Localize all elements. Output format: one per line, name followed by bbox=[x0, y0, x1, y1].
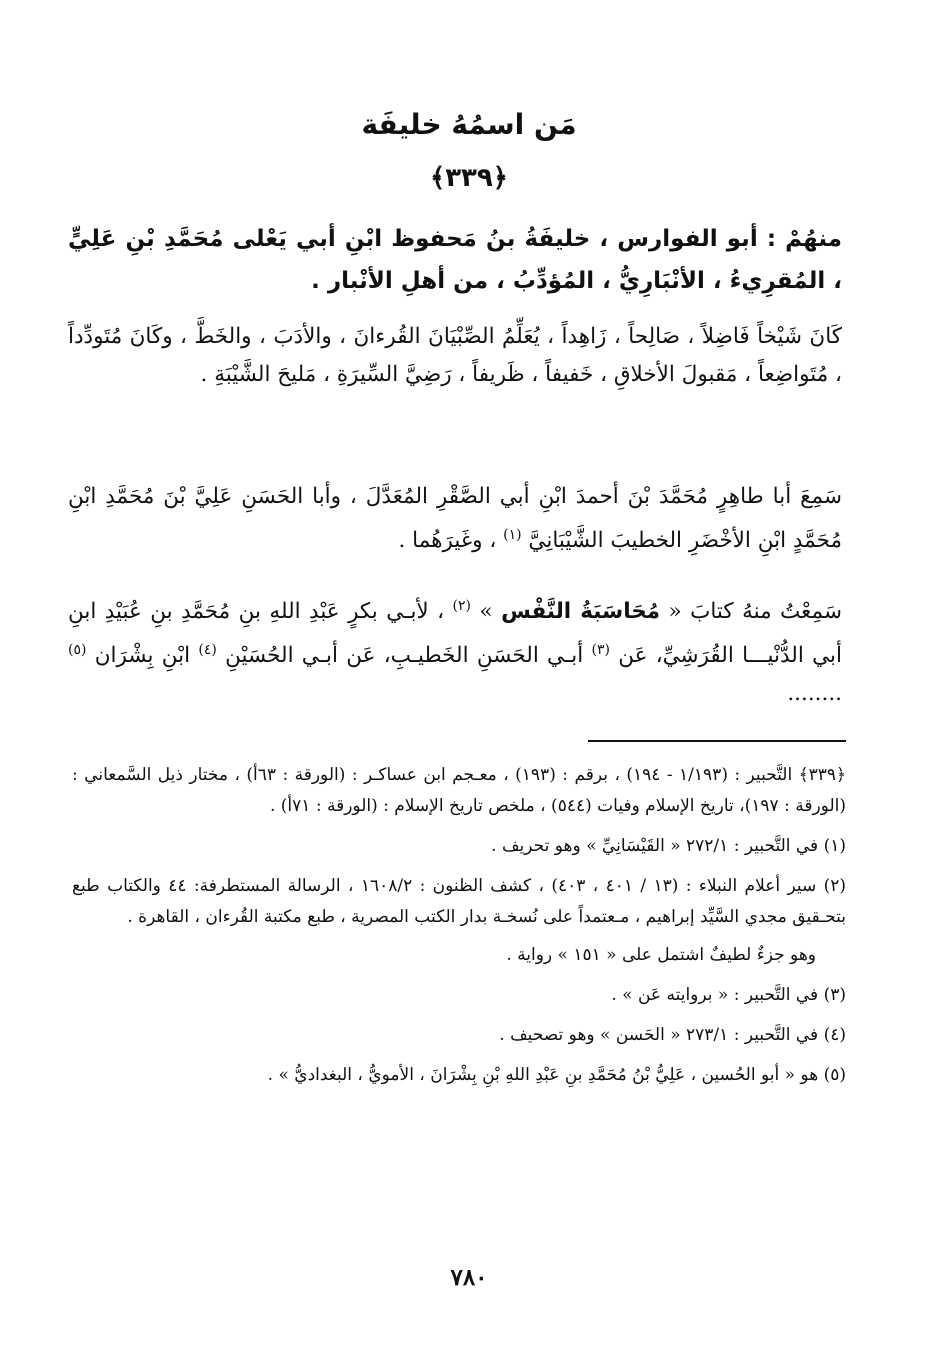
footnote-main: ﴿٣٣٩﴾ التَّحبير : (١/١٩٣ - ١٩٤) ، برقم : (١٩٣) ، معـجم ابن عساكـر : (الورقة : ٦٣أ) ، مختار ذيل السَّمعاني : (الورقة : ١٩٧)، تاريخ الإسلام وفيات (٥٤٤) ، ملخص تاريخ الإسلام : (الورقة : ٧١أ) . bbox=[72, 765, 846, 816]
footnote-4: (٤) في التَّحبير : ٢٧٣/١ « الحَسن » وهو تصحيف . bbox=[499, 1025, 846, 1045]
book-title: مُحَاسَبَةُ النَّفْس bbox=[501, 599, 661, 625]
entry-number: ﴿٣٣٩﴾ bbox=[429, 163, 509, 193]
paragraph-3-text-b: » bbox=[479, 599, 493, 625]
footnotes bbox=[72, 760, 846, 1100]
ellipsis-dots: ........ bbox=[787, 681, 842, 707]
footnote-ref-5: (٥) bbox=[68, 642, 87, 659]
footnote-2-extra: وهو جزءٌ لطيفٌ اشتمل على « ١٥١ » رواية . bbox=[506, 945, 816, 965]
paragraph-3-text-a: سَمِعْتُ منهُ كتابَ « bbox=[668, 599, 842, 625]
footnote-separator bbox=[588, 740, 846, 742]
paragraph-3-text-d: أبـي الحَسَنِ الخَطيـبِ، عَن أبـي الحُسَيْنِ bbox=[225, 643, 584, 669]
entry-paragraph-3 bbox=[68, 587, 842, 713]
footnote-2: (٢) سير أعلام النبلاء : (١٣ / ٤٠١ ، ٤٠٣) ، كشف الظنون : ١٦٠٨/٢ ، الرسالة المستطرفة: ٤٤ والكتاب طبع بتحـقيق مجدي السَّيِّد إبراهيم ، مـعتمداً على نُسخـة بدار الكتب المصرية ، طبع مكتبة القُرءان ، القاهرة . bbox=[72, 876, 846, 927]
footnote-ref-4: (٤) bbox=[198, 642, 217, 659]
footnote-ref-3: (٣) bbox=[591, 642, 610, 659]
footnote-ref-2: (٢) bbox=[452, 598, 471, 614]
paragraph-2-text-b: ، وغَيرَهُما . bbox=[398, 528, 497, 554]
page-number: ٧٨٠ bbox=[450, 1264, 488, 1291]
paragraph-2-text-a: سَمِعَ أبا طاهِرٍ مُحَمَّدَ بْنَ أحمدَ ابْنِ أبي الصَّقْرِ المُعَدَّلَ ، وأبا الحَسَنِ عَلِيَّ بْنَ مُحَمَّدِ ابْنِ مُحَمَّدٍ ابْنِ الأخْضَرِ الخطيبَ الشَّيْبَانِيَّ bbox=[68, 484, 842, 554]
section-title: مَن اسمُهُ خليفَة bbox=[361, 108, 577, 141]
entry-intro: منهُمْ : أبو الفوارس ، خليفَةُ بنُ مَحفوظ ابْنِ أبي يَعْلى مُحَمَّدِ بْنِ عَلِيٍّ ، المُقرِيءُ ، الأنْبَارِيُّ ، المُؤدِّبُ ، من أهلِ الأنْبار . bbox=[68, 226, 842, 294]
footnote-ref-1: (١) bbox=[503, 527, 522, 543]
paragraph-3-text-e: ابْنِ بِشْرَان bbox=[94, 643, 191, 669]
entry-paragraph-2 bbox=[68, 478, 842, 560]
footnote-3: (٣) في التَّحبير : « بروايته عَن » . bbox=[611, 985, 846, 1005]
entry-paragraph-1: كَانَ شَيْخاً فَاضِلاً ، صَالِحاً ، زَاهِداً ، يُعَلِّمُ الصِّبْيَانَ القُرءانَ ، والأدَبَ ، والخَطَّ ، وكَانَ مُتَودِّداً ، مُتَواضِعاً ، مَقبولَ الأخلاقِ ، خَفيفاً ، ظَريفاً ، رَضِيَّ السِّيرَةِ ، مَليحَ الشَّيْبَةِ . bbox=[68, 324, 842, 387]
paragraph-3-text-c: ، لأبـي بكرٍ عَبْدِ اللهِ بنِ مُحَمَّدِ بنِ عُبَيْدِ ابنِ أبي الدُّنْيـــا القُرَشِيِّ، عَن bbox=[68, 599, 842, 669]
footnote-1: (١) في التَّحبير : ٢٧٢/١ « القَيْسَانِيِّ » وهو تحريف . bbox=[491, 836, 846, 856]
footnote-5: (٥) هو « أبو الحُسين ، عَلِيُّ بْنُ مُحَمَّدِ بنِ عَبْدِ اللهِ بْنِ بِشْرَانَ ، الأمويُّ ، البغداديُّ » . bbox=[267, 1065, 846, 1085]
